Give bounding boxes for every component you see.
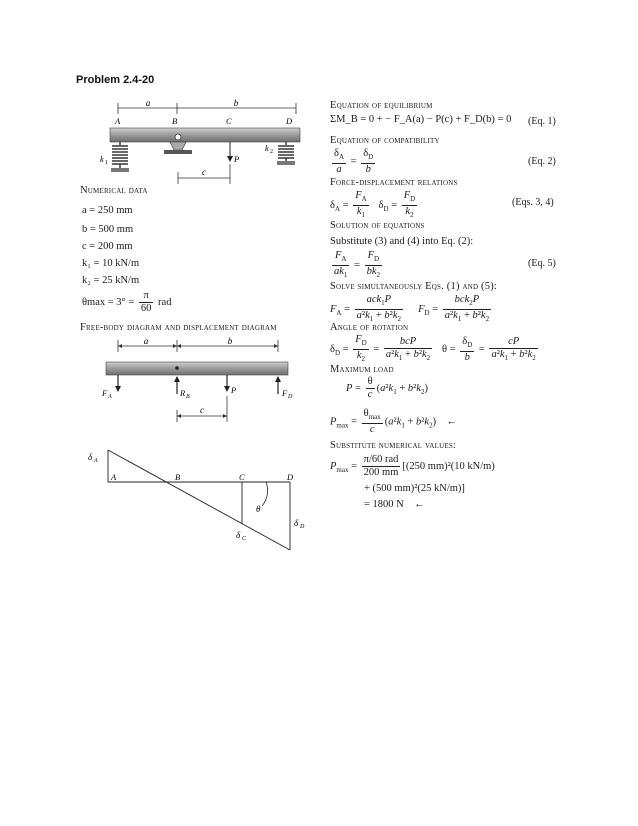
- data-a: a = 250 mm: [82, 205, 133, 216]
- substitute-text: Substitute (3) and (4) into Eq. (2):: [330, 236, 474, 247]
- data-b: b = 500 mm: [82, 224, 134, 235]
- h-equilibrium: Equation of equilibrium: [330, 100, 433, 111]
- disp-c-label: C: [239, 472, 245, 482]
- fbd-p-label: P: [231, 385, 237, 395]
- point-d-label: D: [286, 116, 293, 126]
- eq34: $\delta_A$ = $\frac{F_A}{k_1}$ $\delta_D$ = $\frac{F_D}{k_2}$: [330, 190, 416, 220]
- num3: = 1800 N: [364, 499, 404, 510]
- eq5-tag: (Eq. 5): [528, 258, 556, 269]
- h-substitute: Substitute numerical values:: [330, 440, 457, 451]
- eq5: $\frac{F_A}{ak_1}$ = $\frac{F_D}{bk_2}$: [334, 250, 381, 280]
- delta-d-theta: $\delta_D$ = $\frac{F_D}{k_2}$ = $\frac{\text{bcP}}{a^2k_1 + b^2k_2}$ θ = $\frac{\delta_D}{b}$ = $\frac{cP}{a^2k_1 + b^2k_2}$: [330, 334, 536, 364]
- data-c: c = 200 mm: [82, 241, 133, 252]
- data-k2: k₂ = 25 kN/m: [82, 275, 140, 286]
- eq2-tag: (Eq. 2): [528, 156, 556, 167]
- fbd-beam: [106, 362, 288, 375]
- h-solve: Solve simultaneously Eqs. (1) and (5):: [330, 281, 498, 292]
- load-p-label: P: [234, 154, 240, 164]
- k2-label: k: [265, 143, 269, 153]
- delta-d-sub: D: [300, 524, 305, 530]
- dim-a-label: a: [145, 98, 151, 108]
- fbd-dim-c: c: [200, 405, 204, 415]
- disp-d-label: D: [287, 472, 294, 482]
- result-arrow: ←: [414, 499, 425, 510]
- h-compatibility: Equation of compatibility: [330, 135, 440, 146]
- h-max-load: Maximum load: [330, 364, 394, 375]
- num2: + (500 mm)²(25 kN/m)]: [364, 483, 465, 494]
- data-theta: [82, 290, 171, 315]
- theta-label: θ: [256, 504, 261, 514]
- delta-c-label: δ: [236, 530, 241, 540]
- fa-fd-solution: $F_A$ = $\frac{ack_1P}{a^2k_1 + b^2k_2}$ $F_D$ = $\frac{bck_2P}{a^2k_1 + b^2k_2}$: [330, 294, 490, 324]
- eq1-tag: (Eq. 1): [528, 116, 556, 127]
- delta-d-label: δ: [294, 518, 299, 528]
- theta-unit: rad: [158, 296, 172, 308]
- theta-den: 60: [140, 303, 152, 314]
- problem-title: Problem 2.4-20: [76, 74, 155, 86]
- fa-label: F: [102, 388, 108, 398]
- delta-c-sub: C: [242, 536, 247, 542]
- free-body-diagram: [90, 336, 310, 428]
- eq2: $\frac{\delta_A}{a}$ = $\frac{\delta_D}{b}$: [334, 148, 374, 176]
- num3-row: [364, 499, 425, 510]
- num1-rest: [(250 mm)²(10 kN/m): [402, 460, 495, 472]
- fbd-dim-a: a: [143, 336, 149, 346]
- data-k1: k₁ = 10 kN/m: [82, 258, 140, 269]
- delta-a-label: δ: [88, 452, 93, 462]
- displacement-diagram: [80, 438, 310, 560]
- fd-sub: D: [288, 394, 293, 400]
- fbd-dim-b: b: [227, 336, 233, 346]
- rb-label: R: [180, 388, 186, 398]
- rb-sub: B: [186, 394, 190, 400]
- p-formula: P = $\frac{\theta}{c}$ $(a^2k_1 + b^2k_2)$: [346, 376, 428, 400]
- fa-sub: A: [108, 394, 112, 400]
- pmax-numeric: $P_{max}$ = $\frac{\text{π/60 rad}}{200 mm}$ [(250 mm)²(10 kN/m): [330, 454, 495, 478]
- pmax-arrow: ←: [446, 416, 458, 428]
- h-angle: Angle of rotation: [330, 322, 409, 333]
- point-b-label: B: [172, 116, 178, 126]
- spring-k2: [277, 142, 295, 165]
- dim-b-label: b: [233, 98, 239, 108]
- num1-den: 200 mm: [363, 467, 399, 478]
- k1-sub: 1: [105, 160, 108, 166]
- fbd-heading: Free-body diagram and displacement diagram: [80, 322, 277, 333]
- numerical-data-heading: Numerical data: [80, 185, 148, 196]
- delta-a-sub: A: [94, 458, 98, 464]
- eq1: ΣM_B = 0 + − F_A(a) − P(c) + F_D(b) = 0: [330, 114, 512, 125]
- disp-b-label: B: [175, 472, 181, 482]
- h-force-disp: Force-displacement relations: [330, 177, 458, 188]
- point-a-label: A: [115, 116, 121, 126]
- theta-lhs: θmax = 3° =: [82, 296, 135, 308]
- num1: π/60 rad: [363, 454, 399, 465]
- k2-sub: 2: [270, 149, 273, 155]
- dim-c-label: c: [202, 167, 206, 177]
- beam-spring-figure: [90, 98, 310, 190]
- fd-label: F: [282, 388, 288, 398]
- eq34-tag: (Eqs. 3, 4): [512, 197, 554, 208]
- point-c-label: C: [226, 116, 232, 126]
- disp-a-label: A: [111, 472, 117, 482]
- spring-k1: [111, 142, 129, 172]
- k1-label: k: [100, 154, 104, 164]
- pmax-formula: $P_{max}$ = $\frac{\theta_{max}}{c}$ $(a^2k_1 + b^2k_2)$ ←: [330, 408, 458, 436]
- beam: [110, 128, 300, 142]
- theta-num: π: [139, 290, 154, 303]
- h-solution: Solution of equations: [330, 220, 425, 231]
